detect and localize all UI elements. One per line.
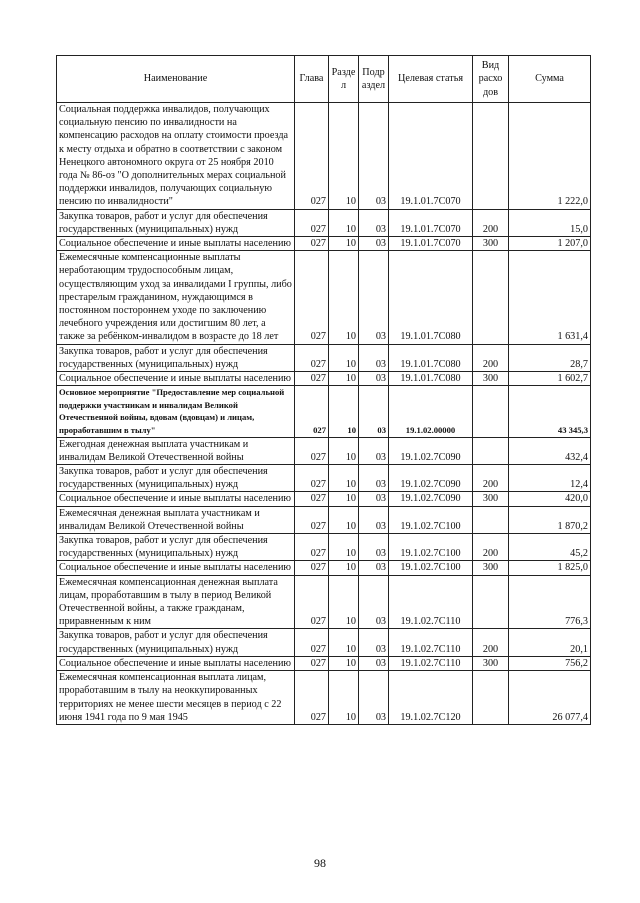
cell-target: 19.1.01.7C080: [389, 344, 473, 371]
cell-section: 10: [329, 344, 359, 371]
header-subsection: Подр аздел: [359, 56, 389, 103]
cell-chapter: 027: [295, 386, 329, 437]
table-row: [57, 103, 591, 210]
cell-section: 10: [329, 465, 359, 492]
cell-section: 10: [329, 561, 359, 575]
header-section: Разде л: [329, 56, 359, 103]
cell-amount: 432,4: [509, 437, 591, 464]
cell-amount: 26 077,4: [509, 671, 591, 725]
cell-target: 19.1.01.7C070: [389, 237, 473, 251]
cell-expense-type: [473, 386, 509, 437]
table-row: [57, 344, 591, 371]
table-row: [57, 575, 591, 629]
cell-name: Закупка товаров, работ и услуг для обеспечения государственных (муниципальных) нужд: [57, 209, 295, 236]
cell-expense-type: [473, 103, 509, 210]
cell-section: 10: [329, 575, 359, 629]
cell-chapter: 027: [295, 103, 329, 210]
cell-subsection: 03: [359, 656, 389, 670]
cell-amount: 20,1: [509, 629, 591, 656]
cell-subsection: 03: [359, 492, 389, 506]
cell-subsection: 03: [359, 629, 389, 656]
cell-expense-type: 300: [473, 372, 509, 386]
cell-expense-type: 300: [473, 561, 509, 575]
cell-section: 10: [329, 103, 359, 210]
cell-chapter: 027: [295, 344, 329, 371]
cell-target: 19.1.01.7C080: [389, 251, 473, 344]
cell-chapter: 027: [295, 251, 329, 344]
cell-section: 10: [329, 209, 359, 236]
cell-name: Закупка товаров, работ и услуг для обеспечения государственных (муниципальных) нужд: [57, 465, 295, 492]
cell-target: 19.1.02.7C100: [389, 506, 473, 533]
cell-amount: 1 870,2: [509, 506, 591, 533]
cell-target: 19.1.01.7C080: [389, 372, 473, 386]
cell-name: Основное мероприятие "Предоставление мер социальной поддержки участникам и инвалидам Великой Отечественной войны, вдовам (вдовцам) и лицам, проработавшим в тылу": [57, 386, 295, 437]
cell-section: 10: [329, 372, 359, 386]
cell-expense-type: [473, 671, 509, 725]
cell-expense-type: [473, 506, 509, 533]
cell-subsection: 03: [359, 534, 389, 561]
cell-target: 19.1.01.7C070: [389, 209, 473, 236]
header-name: Наименование: [57, 56, 295, 103]
cell-name: Закупка товаров, работ и услуг для обеспечения государственных (муниципальных) нужд: [57, 344, 295, 371]
cell-expense-type: [473, 251, 509, 344]
cell-subsection: 03: [359, 344, 389, 371]
table-row: [57, 671, 591, 725]
cell-name: Социальное обеспечение и иные выплаты населению: [57, 237, 295, 251]
cell-name: Ежемесячная компенсационная денежная выплата лицам, проработавшим в тылу в период Великой Отечественной войны, а также гражданам, приравненным к ним: [57, 575, 295, 629]
cell-target: 19.1.02.7C090: [389, 465, 473, 492]
table-row: [57, 492, 591, 506]
cell-expense-type: 200: [473, 344, 509, 371]
cell-chapter: 027: [295, 492, 329, 506]
cell-name: Социальное обеспечение и иные выплаты населению: [57, 492, 295, 506]
table-row: [57, 656, 591, 670]
cell-target: 19.1.02.7C110: [389, 656, 473, 670]
cell-expense-type: [473, 575, 509, 629]
cell-amount: 1 602,7: [509, 372, 591, 386]
cell-chapter: 027: [295, 671, 329, 725]
cell-chapter: 027: [295, 372, 329, 386]
cell-name: Ежегодная денежная выплата участникам и инвалидам Великой Отечественной войны: [57, 437, 295, 464]
cell-subsection: 03: [359, 506, 389, 533]
cell-chapter: 027: [295, 629, 329, 656]
cell-expense-type: 200: [473, 629, 509, 656]
cell-target: 19.1.02.7C090: [389, 492, 473, 506]
cell-section: 10: [329, 251, 359, 344]
cell-chapter: 027: [295, 465, 329, 492]
cell-chapter: 027: [295, 437, 329, 464]
cell-amount: 756,2: [509, 656, 591, 670]
cell-expense-type: 200: [473, 465, 509, 492]
cell-section: 10: [329, 386, 359, 437]
cell-target: 19.1.02.00000: [389, 386, 473, 437]
cell-target: 19.1.01.7C070: [389, 103, 473, 210]
cell-section: 10: [329, 534, 359, 561]
header-chapter: Глава: [295, 56, 329, 103]
cell-name: Социальное обеспечение и иные выплаты населению: [57, 656, 295, 670]
cell-subsection: 03: [359, 386, 389, 437]
cell-expense-type: 300: [473, 492, 509, 506]
table-row: [57, 506, 591, 533]
cell-amount: 420,0: [509, 492, 591, 506]
table-body: [57, 103, 591, 725]
cell-subsection: 03: [359, 372, 389, 386]
table-row: [57, 372, 591, 386]
cell-amount: 1 222,0: [509, 103, 591, 210]
header-amount: Сумма: [509, 56, 591, 103]
cell-expense-type: 200: [473, 534, 509, 561]
cell-amount: 12,4: [509, 465, 591, 492]
cell-amount: 28,7: [509, 344, 591, 371]
cell-name: Ежемесячная денежная выплата участникам и инвалидам Великой Отечественной войны: [57, 506, 295, 533]
cell-subsection: 03: [359, 251, 389, 344]
budget-table: [56, 55, 591, 725]
table-row: [57, 465, 591, 492]
cell-name: Социальное обеспечение и иные выплаты населению: [57, 372, 295, 386]
cell-expense-type: 300: [473, 656, 509, 670]
cell-chapter: 027: [295, 209, 329, 236]
cell-target: 19.1.02.7C110: [389, 629, 473, 656]
cell-name: Закупка товаров, работ и услуг для обеспечения государственных (муниципальных) нужд: [57, 629, 295, 656]
cell-amount: 776,3: [509, 575, 591, 629]
cell-section: 10: [329, 656, 359, 670]
cell-target: 19.1.02.7C100: [389, 561, 473, 575]
cell-subsection: 03: [359, 209, 389, 236]
cell-amount: 1 631,4: [509, 251, 591, 344]
table-row: [57, 237, 591, 251]
cell-chapter: 027: [295, 237, 329, 251]
table-row: [57, 534, 591, 561]
cell-name: Ежемесячная компенсационная выплата лицам, проработавшим в тылу на неоккупированных территориях не менее шести месяцев в период с 22 июня 1941 года по 9 мая 1945: [57, 671, 295, 725]
cell-name: Закупка товаров, работ и услуг для обеспечения государственных (муниципальных) нужд: [57, 534, 295, 561]
cell-name: Социальное обеспечение и иные выплаты населению: [57, 561, 295, 575]
header-expense-type: Вид расхо дов: [473, 56, 509, 103]
cell-chapter: 027: [295, 506, 329, 533]
cell-subsection: 03: [359, 561, 389, 575]
page-number: 98: [314, 856, 326, 870]
cell-expense-type: [473, 437, 509, 464]
cell-section: 10: [329, 506, 359, 533]
cell-section: 10: [329, 629, 359, 656]
cell-amount: 45,2: [509, 534, 591, 561]
cell-name: Социальная поддержка инвалидов, получающих социальную пенсию по инвалидности на компенсацию расходов на оплату стоимости проезда к месту отдыха и обратно в соответствии с законом Ненецкого автономного округа от 25 ноября 2010 года № 86-оз "О дополнительных мерах социальной поддержки инвалидов, получающих социальную пенсию по инвалидности": [57, 103, 295, 210]
cell-subsection: 03: [359, 437, 389, 464]
cell-target: 19.1.02.7C100: [389, 534, 473, 561]
cell-target: 19.1.02.7C110: [389, 575, 473, 629]
cell-subsection: 03: [359, 103, 389, 210]
cell-chapter: 027: [295, 656, 329, 670]
table-row: [57, 251, 591, 344]
cell-target: 19.1.02.7C090: [389, 437, 473, 464]
cell-subsection: 03: [359, 671, 389, 725]
cell-expense-type: 300: [473, 237, 509, 251]
table-row: [57, 209, 591, 236]
table-row-main-event: [57, 386, 591, 437]
cell-subsection: 03: [359, 575, 389, 629]
header-target: Целевая статья: [389, 56, 473, 103]
table-row: [57, 629, 591, 656]
cell-section: 10: [329, 492, 359, 506]
cell-amount: 1 825,0: [509, 561, 591, 575]
cell-amount: 1 207,0: [509, 237, 591, 251]
table-row: [57, 561, 591, 575]
header-row: [57, 56, 591, 103]
table-row: [57, 437, 591, 464]
cell-amount: 15,0: [509, 209, 591, 236]
cell-chapter: 027: [295, 534, 329, 561]
cell-target: 19.1.02.7C120: [389, 671, 473, 725]
cell-section: 10: [329, 437, 359, 464]
cell-expense-type: 200: [473, 209, 509, 236]
cell-section: 10: [329, 237, 359, 251]
cell-name: Ежемесячные компенсационные выплаты неработающим трудоспособным лицам, осуществляющим уход за инвалидами I группы, либо престарелым гражданином, нуждающимся в постоянном постороннем уходе по заключению лечебного учреждения или достигшим 80 лет, а также за ребёнком-инвалидом в возрасте до 18 лет: [57, 251, 295, 344]
cell-subsection: 03: [359, 465, 389, 492]
cell-chapter: 027: [295, 561, 329, 575]
cell-subsection: 03: [359, 237, 389, 251]
cell-section: 10: [329, 671, 359, 725]
cell-chapter: 027: [295, 575, 329, 629]
cell-amount: 43 345,3: [509, 386, 591, 437]
